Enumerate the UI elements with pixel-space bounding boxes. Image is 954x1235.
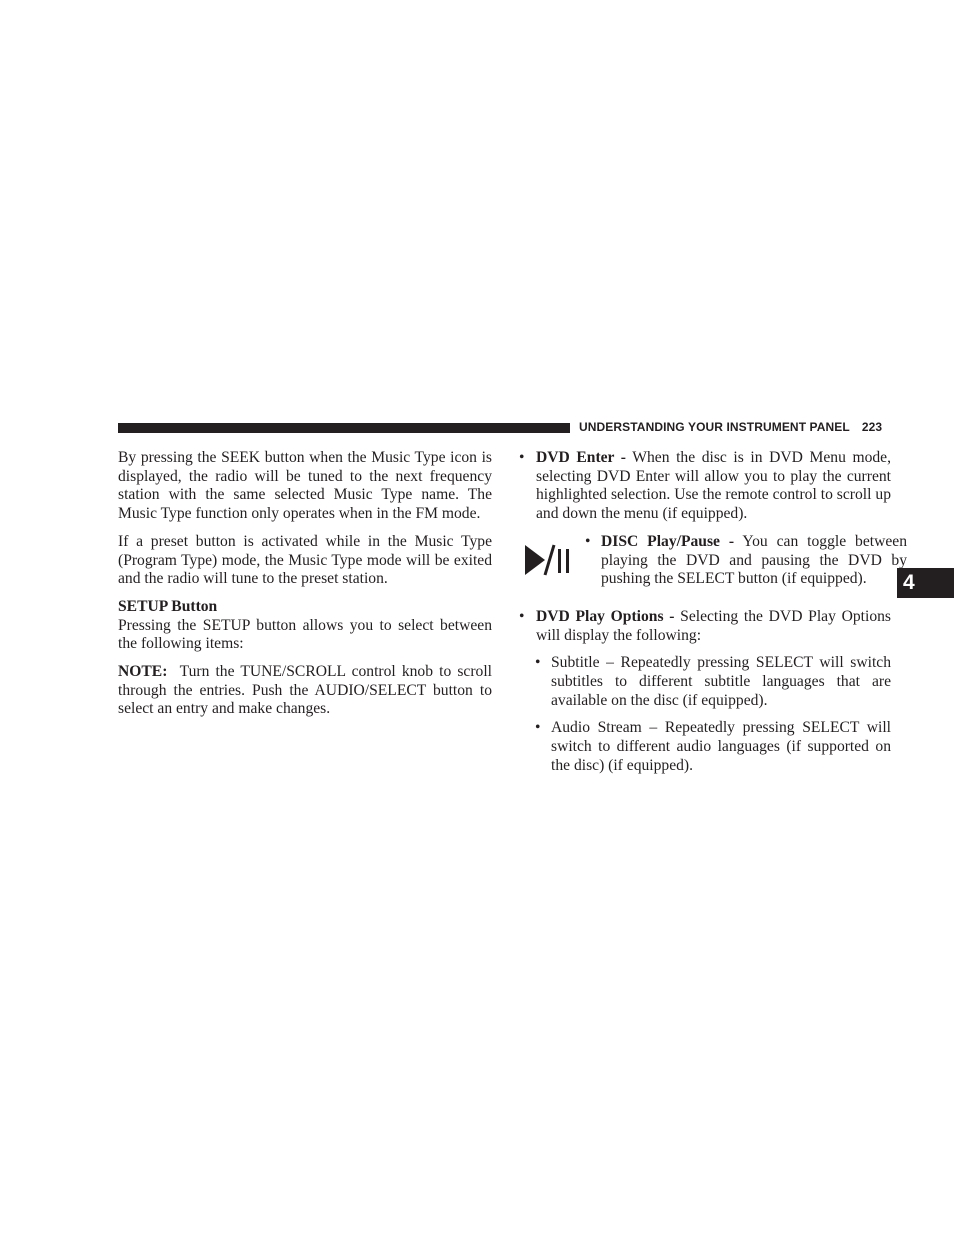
note-paragraph <box>118 663 492 719</box>
subtitle-text: Subtitle – Repeatedly pressing SELECT will switch subtitles to different subtitle languages that are available on the disc (if equipped). <box>551 654 891 709</box>
seek-paragraph: By pressing the SEEK button when the Music Type icon is displayed, the radio will be tuned to the next frequency station with the same selected Music Type name. The Music Type function only operates when in the FM mode. <box>118 449 492 523</box>
dvd-enter-item <box>519 449 891 524</box>
setup-heading: SETUP Button <box>118 597 218 615</box>
running-header <box>579 420 891 434</box>
bullet: • <box>519 607 525 625</box>
note-text: Turn the TUNE/SCROLL control knob to scroll through the entries. Push the AUDIO/SELECT button to select an entry and make changes. <box>118 663 493 718</box>
audio-stream-item <box>519 719 891 775</box>
disc-play-pause-item <box>585 533 907 589</box>
note-label: NOTE: <box>118 663 168 681</box>
play-pause-icon <box>523 543 571 577</box>
subtitle-item <box>519 654 891 710</box>
setup-paragraph: Pressing the SETUP button allows you to select between the following items: <box>118 616 492 653</box>
dvd-play-options-item <box>519 608 891 645</box>
dvd-options-text: Selecting the DVD Play Options will display the following: <box>536 607 891 644</box>
bullet: • <box>535 719 541 737</box>
section-title: UNDERSTANDING YOUR INSTRUMENT PANEL <box>579 420 850 434</box>
bullet: • <box>519 449 525 466</box>
right-column <box>519 449 907 775</box>
dvd-enter-label: DVD Enter - <box>536 449 626 466</box>
dvd-options-label: DVD Play Options - <box>536 607 675 625</box>
disc-play-pause-row <box>519 532 907 589</box>
header-rule <box>118 423 570 433</box>
dvd-enter-text: When the disc is in DVD Menu mode, selecting DVD Enter will allow you to play the current highlighted selection. Use the remote control to scroll up and down the menu (if equipped). <box>536 449 892 523</box>
disc-play-text: You can toggle between playing the DVD and pausing the DVD by pushing the SELECT button (if equipped). <box>601 532 907 588</box>
chapter-tab: 4 <box>897 568 954 598</box>
bullet: • <box>585 532 591 550</box>
bullet: • <box>535 654 541 672</box>
left-column <box>118 449 492 719</box>
audio-stream-text: Audio Stream – Repeatedly pressing SELECT will switch to different audio languages (if supported on the disc) (if equipped). <box>551 719 891 774</box>
preset-paragraph: If a preset button is activated while in the Music Type (Program Type) mode, the Music Type mode will be exited and the radio will tune to the preset station. <box>118 532 492 588</box>
disc-play-label: DISC Play/Pause - <box>601 532 735 550</box>
page-number: 223 <box>861 420 883 434</box>
